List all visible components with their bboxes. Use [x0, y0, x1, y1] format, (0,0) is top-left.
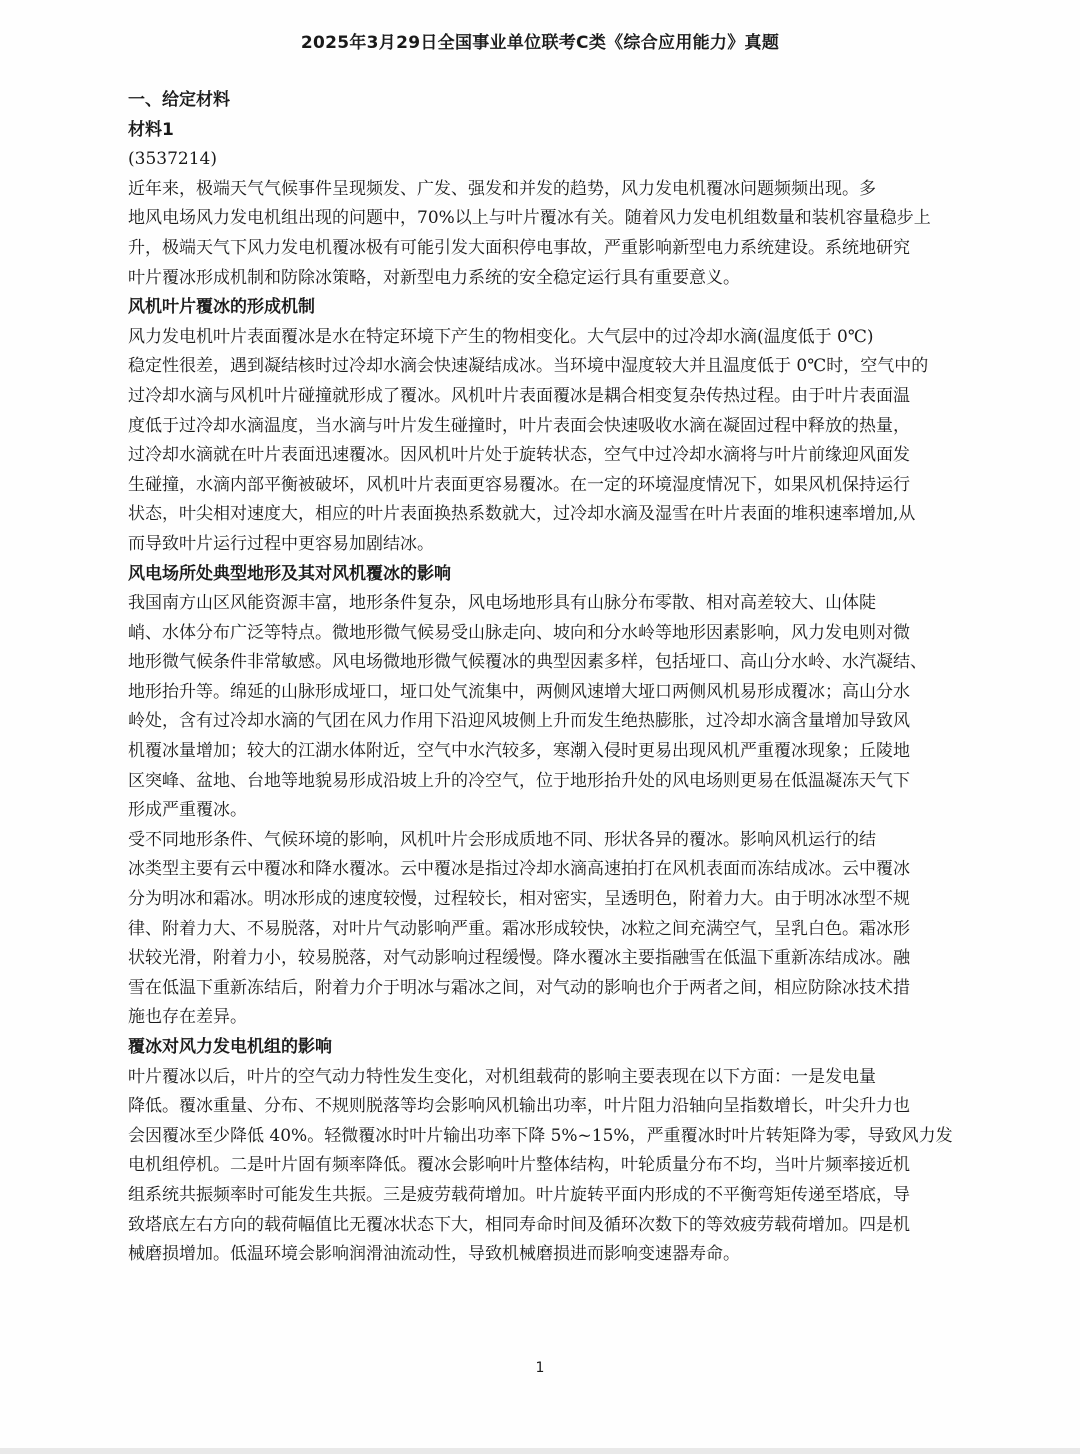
text-line: 律、附着力大、不易脱落，对叶片气动影响严重。霜冰形成较快，冰粒之间充满空气，呈乳白色。霜冰形	[128, 918, 910, 939]
text-line: 械磨损增加。低温环境会影响润滑油流动性，导致机械磨损进而影响变速器寿命。	[128, 1244, 740, 1265]
text-line: 过冷却水滴就在叶片表面迅速覆冰。因风机叶片处于旋转状态，空气中过冷却水滴将与叶片前缘迎风面发	[128, 445, 910, 466]
text-line: 致塔底左右方向的载荷幅值比无覆冰状态下大，相同寿命时间及循环次数下的等效疲劳载荷增加。四是机	[128, 1214, 910, 1235]
paragraph-intro	[128, 175, 1004, 293]
text-line: 冰类型主要有云中覆冰和降水覆冰。云中覆冰是指过冷却水滴高速拍打在风机表面而冻结成冰。云中覆冰	[128, 859, 910, 880]
text-line: 叶片覆冰形成机制和防除冰策略，对新型电力系统的安全稳定运行具有重要意义。	[128, 267, 740, 288]
text-line: 峭、水体分布广泛等特点。微地形微气候易受山脉走向、坡向和分水岭等地形因素影响，风力发电则对微	[128, 622, 910, 643]
text-line: 地风电场风力发电机组出现的问题中，70%以上与叶片覆冰有关。随着风力发电机组数量和装机容量稳步上	[128, 208, 931, 229]
text-line: 组系统共振频率时可能发生共振。三是疲劳载荷增加。叶片旋转平面内形成的不平衡弯矩传递至塔底，导	[128, 1184, 910, 1205]
page-number: 1	[535, 1360, 545, 1376]
paragraph-ice-types	[128, 826, 1004, 1033]
text-line: 近年来，极端天气气候事件呈现频发、广发、强发和并发的趋势，风力发电机覆冰问题频频出现。多	[128, 178, 876, 199]
text-line: 机覆冰量增加；较大的江湖水体附近，空气中水汽较多，寒潮入侵时更易出现风机严重覆冰现象；丘陵地	[128, 741, 910, 762]
document-title: 2025年3月29日全国事业单位联考C类《综合应用能力》真题	[300, 33, 780, 53]
paragraph-impact	[128, 1063, 1004, 1270]
text-line: 会因覆冰至少降低 40%。轻微覆冰时叶片输出功率下降 5%~15%，严重覆冰时叶片转矩降为零，导致风力发	[128, 1125, 953, 1146]
text-line: 状态，叶尖相对速度大，相应的叶片表面换热系数就大，过冷却水滴及湿雪在叶片表面的堆积速率增加,从	[128, 504, 916, 525]
text-line: 地形微气候条件非常敏感。风电场微地形微气候覆冰的典型因素多样，包括垭口、高山分水岭、水汽凝结、	[128, 652, 927, 673]
text-line: 雪在低温下重新冻结后，附着力介于明冰与霜冰之间，对气动的影响也介于两者之间，相应防除冰技术措	[128, 977, 910, 998]
text-line: 区突峰、盆地、台地等地貌易形成沿坡上升的冷空气，位于地形抬升处的风电场则更易在低温凝冻天气下	[128, 770, 910, 791]
text-line: 岭处，含有过冷却水滴的气团在风力作用下沿迎风坡侧上升而发生绝热膨胀，过冷却水滴含量增加导致风	[128, 711, 910, 732]
text-line: 降低。覆冰重量、分布、不规则脱落等均会影响风机输出功率，叶片阻力沿轴向呈指数增长，叶尖升力也	[128, 1096, 910, 1117]
document-body	[128, 86, 1004, 1270]
text-line: 度低于过冷却水滴温度，当水滴与叶片发生碰撞时，叶片表面会快速吸收水滴在凝固过程中释放的热量，	[128, 415, 910, 436]
text-line: 稳定性很差，遇到凝结核时过冷却水滴会快速凝结成冰。当环境中湿度较大并且温度低于 0℃时，空气中的	[128, 356, 929, 377]
text-line: 受不同地形条件、气候环境的影响，风机叶片会形成质地不同、形状各异的覆冰。影响风机运行的结	[128, 829, 876, 850]
text-line: 状较光滑，附着力小，较易脱落，对气动影响过程缓慢。降水覆冰主要指融雪在低温下重新冻结成冰。融	[128, 948, 910, 969]
text-line: 生碰撞，水滴内部平衡被破坏，风机叶片表面更容易覆冰。在一定的环境湿度情况下，如果风机保持运行	[128, 474, 910, 495]
text-line: 风力发电机叶片表面覆冰是水在特定环境下产生的物相变化。大气层中的过冷却水滴(温度低于 0℃)	[128, 326, 874, 347]
text-line: 地形抬升等。绵延的山脉形成垭口，垭口处气流集中，两侧风速增大垭口两侧风机易形成覆冰；高山分水	[128, 681, 910, 702]
text-line: 我国南方山区风能资源丰富，地形条件复杂，风电场地形具有山脉分布零散、相对高差较大、山体陡	[128, 593, 876, 614]
text-line: 而导致叶片运行过程中更容易加剧结冰。	[128, 533, 434, 554]
material-id: (3537214)	[128, 149, 217, 170]
subheading-impact-on-turbines: 覆冰对风力发电机组的影响	[128, 1037, 332, 1057]
paragraph-terrain	[128, 589, 1004, 826]
text-line: 分为明冰和霜冰。明冰形成的速度较慢，过程较长，相对密实，呈透明色，附着力大。由于明冰冰型不规	[128, 889, 910, 910]
text-line: 电机组停机。二是叶片固有频率降低。覆冰会影响叶片整体结构，叶轮质量分布不均，当叶片频率接近机	[128, 1155, 910, 1176]
paragraph-formation-mechanism	[128, 323, 1004, 560]
text-line: 升，极端天气下风力发电机覆冰极有可能引发大面积停电事故，严重影响新型电力系统建设。系统地研究	[128, 237, 910, 258]
section-heading: 一、给定材料	[128, 90, 230, 110]
material-label: 材料1	[128, 119, 174, 140]
text-line: 叶片覆冰以后，叶片的空气动力特性发生变化，对机组载荷的影响主要表现在以下方面：一是发电量	[128, 1066, 876, 1087]
subheading-terrain-impact: 风电场所处典型地形及其对风机覆冰的影响	[128, 563, 451, 584]
subheading-formation-mechanism: 风机叶片覆冰的形成机制	[128, 297, 315, 318]
text-line: 形成严重覆冰。	[128, 800, 247, 821]
page-bottom-edge	[0, 1448, 1080, 1454]
text-line: 过冷却水滴与风机叶片碰撞就形成了覆冰。风机叶片表面覆冰是耦合相变复杂传热过程。由于叶片表面温	[128, 385, 910, 406]
text-line: 施也存在差异。	[128, 1007, 247, 1028]
